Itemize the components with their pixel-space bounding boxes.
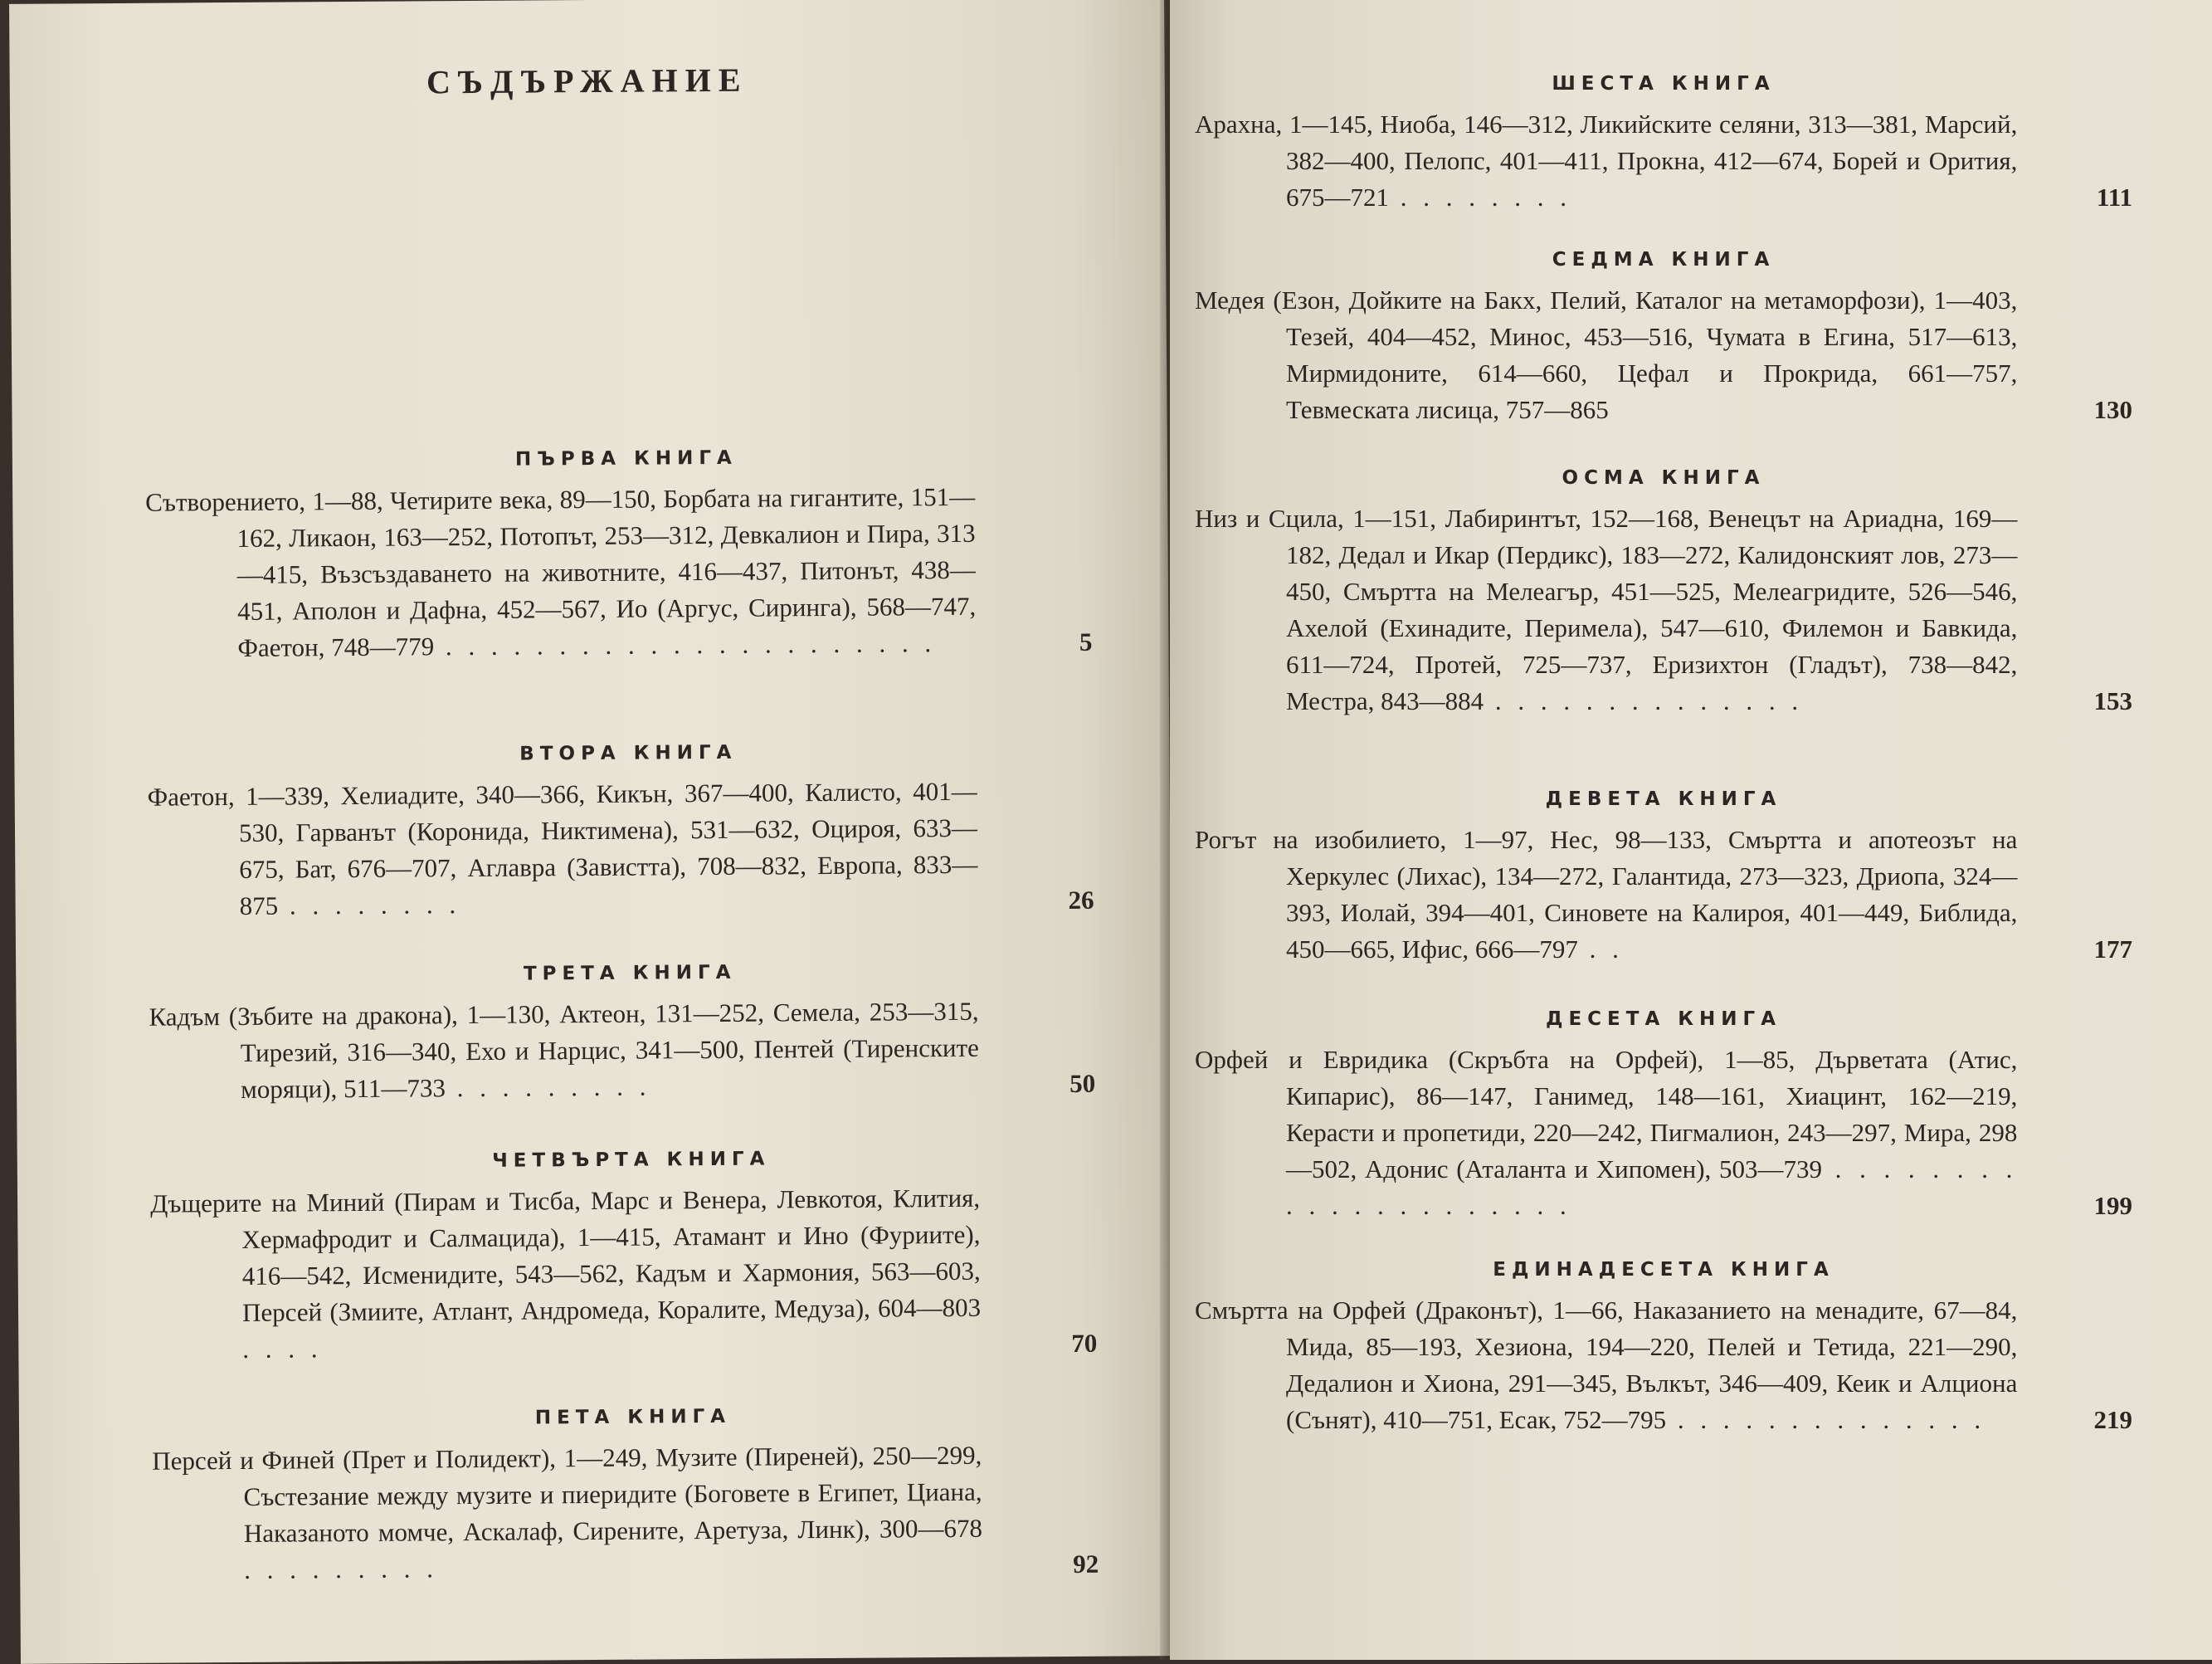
entry-text (152, 1437, 982, 1589)
section-heading: ТРЕТА КНИГА (523, 961, 737, 985)
section-heading: ШЕСТА КНИГА (1552, 73, 1776, 95)
entry-text (1195, 500, 2017, 720)
section-book-4 (150, 1146, 1114, 1369)
entry-text (1195, 282, 2017, 428)
leader-dots: . . (1577, 934, 1624, 964)
page-number: 92 (1073, 1549, 1099, 1579)
entry-content: Орфей и Евридика (Скръбта на Орфей), 1—85, Дърветата (Атис, Кипарис), 86—147, Ганимед, 148—161, Хиацинт, 162—219, Керасти и пропетиди, 220—242, Пигмалион, 243—297, Мира, 298—502, Адонис (Аталанта и Хипомен), 503—739 (1195, 1045, 2018, 1183)
entry-content: Фаетон, 1—339, Хелиадите, 340—366, Кикън, 367—400, Калисто, 401—530, Гарванът (Коронида, Никтимена), 531—632, Оцироя, 633—675, Бат, 676—707, Аглавра (Завистта), 708—832, Европа, 833—875 (147, 776, 978, 920)
section-heading: ДЕВЕТА КНИГА (1545, 788, 1782, 810)
toc-entry (1195, 282, 2132, 428)
leader-dots: . . . . . . . . (278, 890, 461, 920)
toc-entry (1195, 106, 2132, 216)
leader-dots: . . . . . . . . . (445, 1071, 651, 1103)
section-book-6 (1195, 73, 2132, 216)
page-number: 153 (2093, 686, 2132, 715)
entry-text (1195, 1292, 2017, 1438)
page-number: 50 (1069, 1068, 1096, 1098)
section-heading: ЕДИНАДЕСЕТА КНИГА (1493, 1259, 1834, 1281)
left-page (9, 0, 1176, 1664)
section-book-7 (1195, 249, 2132, 428)
page-number: 130 (2093, 395, 2132, 424)
leader-dots: . . . . . . . . . (244, 1554, 439, 1584)
entry-content: Рогът на изобилието, 1—97, Нес, 98—133, Смъртта и апотеозът на Херкулес (Лихас), 134—272, Галантида, 273—323, Дриопа, 324—393, Иолай, 394—401, Синовете на Калироя, 401—449, Библида, 450—665, Ифис, 666—797 (1195, 825, 2018, 964)
entry-content: Сътворението, 1—88, Четирите века, 89—150, Борбата на гигантите, 151—162, Ликаон, 163—252, Потопът, 253—312, Девкалион и Пира, 313—415, Възсъздаването на животните, 416—437, Питонът, 438—451, Аполон и Дафна, 452—567, Ио (Аргус, Сиринга), 568—747, Фаетон, 748—779 (145, 481, 977, 662)
entry-text (149, 993, 979, 1109)
section-heading: ОСМА КНИГА (1562, 467, 1766, 489)
section-book-10 (1195, 1008, 2132, 1224)
entry-text (1195, 822, 2017, 968)
section-book-11 (1195, 1259, 2132, 1438)
section-heading: ПЪРВА КНИГА (514, 446, 738, 471)
toc-entry (1195, 500, 2132, 720)
toc-entry (150, 1179, 1114, 1369)
entry-content: Кадъм (Зъбите на дракона), 1—130, Актеон, 131—252, Семела, 253—315, Тирезий, 316—340, Ехо и Нарцис, 341—500, Пентей (Тиренските моряци), 511—733 (149, 996, 979, 1104)
section-heading: ЧЕТВЪРТА КНИГА (492, 1148, 771, 1172)
page-number: 5 (1079, 627, 1093, 656)
entry-text (145, 479, 977, 667)
page-number: 219 (2093, 1405, 2132, 1434)
entry-content: Медея (Езон, Дойките на Бакх, Пелий, Каталог на метаморфози), 1—403, Тезей, 404—452, Минос, 453—516, Чумата в Егина, 517—613, Мирмидоните, 614—660, Цефал и Прокрида, 661—757, Тевмеската лисица, 757—865 (1195, 285, 2018, 424)
leader-dots: . . . . . . . . (1389, 183, 1571, 212)
toc-entry (145, 478, 1109, 667)
leader-dots: . . . . . . . . . . . . . . (1666, 1405, 1986, 1434)
entry-content: Низ и Сцила, 1—151, Лабиринтът, 152—168, Венецът на Ариадна, 169—182, Дедал и Икар (Пердикс), 183—272, Калидонският лов, 273—450, Смъртта на Мелеагър, 451—525, Мелеагридите, 526—546, Ахелой (Ехинадите, Перимела), 547—610, Филемон и Бавкида, 611—724, Протей, 725—737, Еризихтон (Гладът), 738—842, Местра, 843—884 (1195, 504, 2018, 715)
entry-content: Персей и Финей (Прет и Полидект), 1—249, Музите (Пиреней), 250—299, Състезание между музите и пиеридите (Боговете в Египет, Циана, Наказаното момче, Аскалаф, Сирените, Аретуза, Линк), 300—678 (152, 1440, 983, 1548)
contents-title: СЪДЪРЖАНИЕ (426, 61, 748, 101)
section-book-9 (1195, 788, 2132, 968)
section-heading: ПЕТА КНИГА (534, 1405, 732, 1429)
section-book-5 (152, 1403, 1115, 1589)
section-heading: ДЕСЕТА КНИГА (1545, 1008, 1782, 1030)
section-book-3 (149, 959, 1112, 1109)
entry-text (150, 1180, 982, 1369)
section-book-8 (1195, 467, 2132, 720)
page-number: 70 (1071, 1328, 1098, 1358)
leader-dots: . . . . . . . . . . . . . . (1484, 686, 1804, 715)
page-number: 177 (2093, 934, 2132, 964)
page-number: 199 (2093, 1191, 2132, 1220)
entry-text (148, 773, 978, 925)
leader-dots: . . . . . . . . . . . . . . . . . . . . . . (434, 628, 937, 661)
page-number: 26 (1068, 885, 1094, 915)
right-page (1170, 0, 2212, 1660)
toc-entry (1195, 822, 2132, 968)
entry-content: Дъщерите на Миний (Пирам и Тисба, Марс и Венера, Левкотоя, Клития, Хермафродит и Салмацида), 1—415, Атамант и Ино (Фуриите), 416—542, Исменидите, 543—562, Кадъм и Хармония, 563—603, Персей (Змиите, Атлант, Андромеда, Коралите, Медуза), 604—803 (150, 1183, 982, 1327)
toc-entry (152, 1437, 1115, 1589)
entry-text (1195, 1042, 2017, 1224)
toc-entry (1195, 1042, 2132, 1224)
toc-entry (148, 773, 1111, 925)
section-book-1 (145, 445, 1109, 667)
entry-text (1195, 106, 2017, 216)
leader-dots: . . . . . . . . . . . . . . . . . . . . . (1286, 1154, 2018, 1220)
section-heading: СЕДМА КНИГА (1552, 249, 1776, 271)
toc-entry (149, 993, 1112, 1109)
entry-content: Смъртта на Орфей (Драконът), 1—66, Наказанието на менадите, 67—84, Мида, 85—193, Хезиона, 194—220, Пелей и Тетида, 221—290, Дедалион и Хиона, 291—345, Вълкът, 346—409, Кеик и Алциона (Сънят), 410—751, Есак, 752—795 (1195, 1296, 2018, 1434)
section-book-2 (147, 739, 1110, 925)
section-heading: ВТОРА КНИГА (519, 741, 738, 765)
entry-content: Арахна, 1—145, Ниоба, 146—312, Ликийските селяни, 313—381, Марсий, 382—400, Пелопс, 401—411, Прокна, 412—674, Борей и Орития, 675—721 (1195, 110, 2018, 212)
leader-dots: . . . . (242, 1334, 323, 1364)
page-number: 111 (2096, 183, 2132, 212)
toc-entry (1195, 1292, 2132, 1438)
